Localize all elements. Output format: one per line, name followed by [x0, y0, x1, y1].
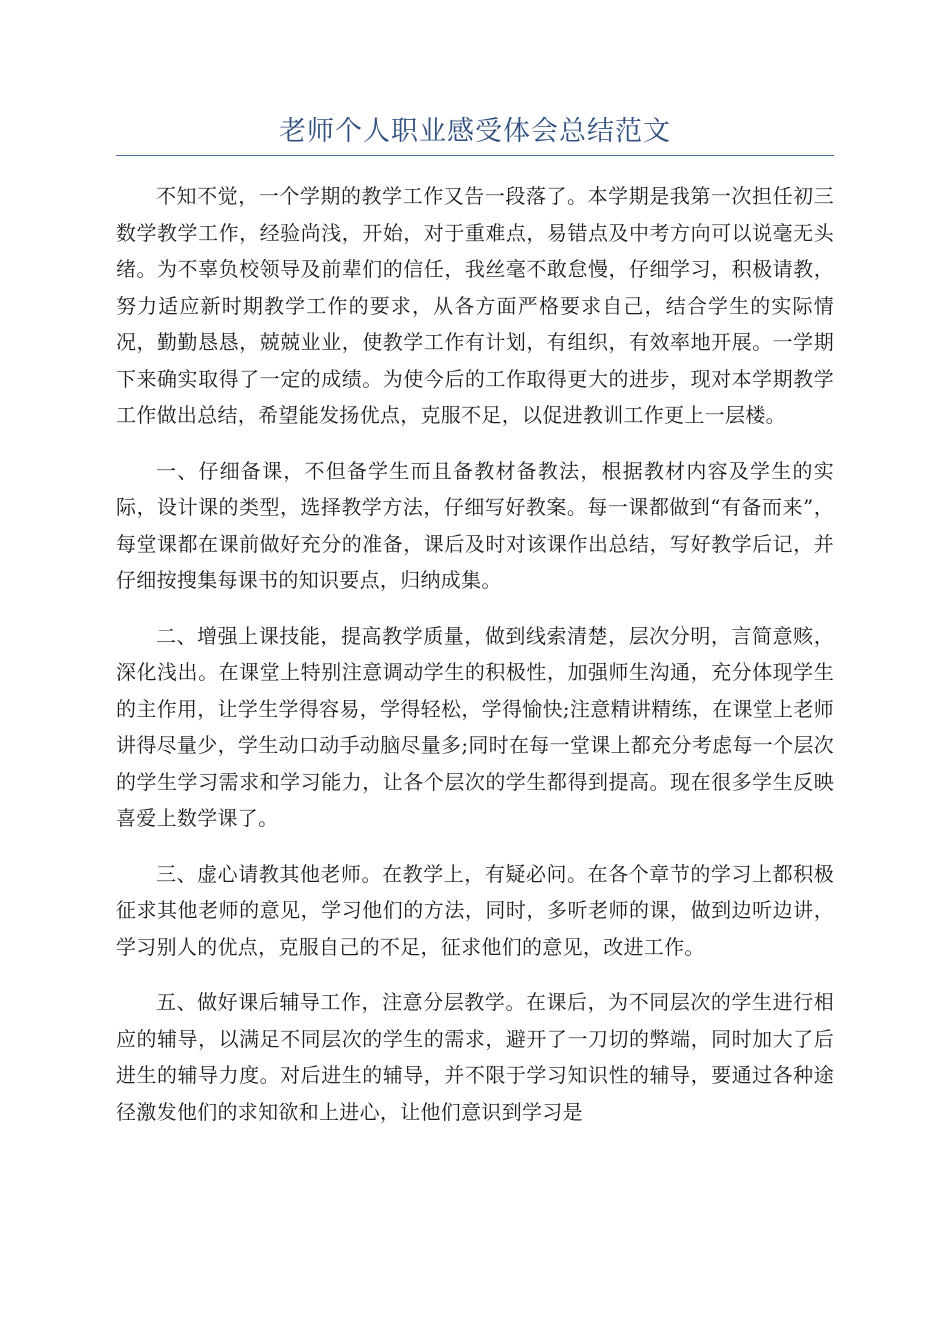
paragraph-section-5: 五、做好课后辅导工作，注意分层教学。在课后，为不同层次的学生进行相应的辅导，以满足不同层次的学生的需求，避开了一刀切的弊端，同时加大了后进生的辅导力度。对后进生的辅导，并不限于学习知识性的辅导，要通过各种途径激发他们的求知欲和上进心，让他们意识到学习是 — [116, 990, 834, 1124]
paragraph-section-1: 一、仔细备课，不但备学生而且备教材备教法，根据教材内容及学生的实际，设计课的类型，选择教学方法，仔细写好教案。每一课都做到“有备而来”，每堂课都在课前做好充分的准备，课后及时对该课作出总结，写好教学后记，并仔细按搜集每课书的知识要点，归纳成集。 — [116, 458, 834, 592]
paragraph-section-3: 三、虚心请教其他老师。在教学上，有疑必问。在各个章节的学习上都积极征求其他老师的意见，学习他们的方法，同时，多听老师的课，做到边听边讲，学习别人的优点，克服自己的不足，征求他们的意见，改进工作。 — [116, 861, 834, 959]
paragraph-section-2: 二、增强上课技能，提高教学质量，做到线索清楚，层次分明，言简意赅，深化浅出。在课堂上特别注意调动学生的积极性，加强师生沟通，充分体现学生的主作用，让学生学得容易，学得轻松，学得愉快;注意精讲精练，在课堂上老师讲得尽量少，学生动口动手动脑尽量多;同时在每一堂课上都充分考虑每一个层次的学生学习需求和学习能力，让各个层次的学生都得到提高。现在很多学生反映喜爱上数学课了。 — [116, 623, 834, 830]
paragraph-intro: 不知不觉，一个学期的教学工作又告一段落了。本学期是我第一次担任初三数学教学工作，经验尚浅，开始，对于重难点，易错点及中考方向可以说毫无头绪。为不辜负校领导及前辈们的信任，我丝毫不敢怠慢，仔细学习，积极请教，努力适应新时期教学工作的要求，从各方面严格要求自己，结合学生的实际情况，勤勤恳恳，兢兢业业，使教学工作有计划，有组织，有效率地开展。一学期下来确实取得了一定的成绩。为使今后的工作取得更大的进步，现对本学期教学工作做出总结，希望能发扬优点，克服不足，以促进教训工作更上一层楼。 — [116, 184, 834, 427]
title-underline — [116, 155, 834, 156]
document-body — [116, 178, 834, 1149]
document-title: 老师个人职业感受体会总结范文 — [279, 116, 671, 147]
